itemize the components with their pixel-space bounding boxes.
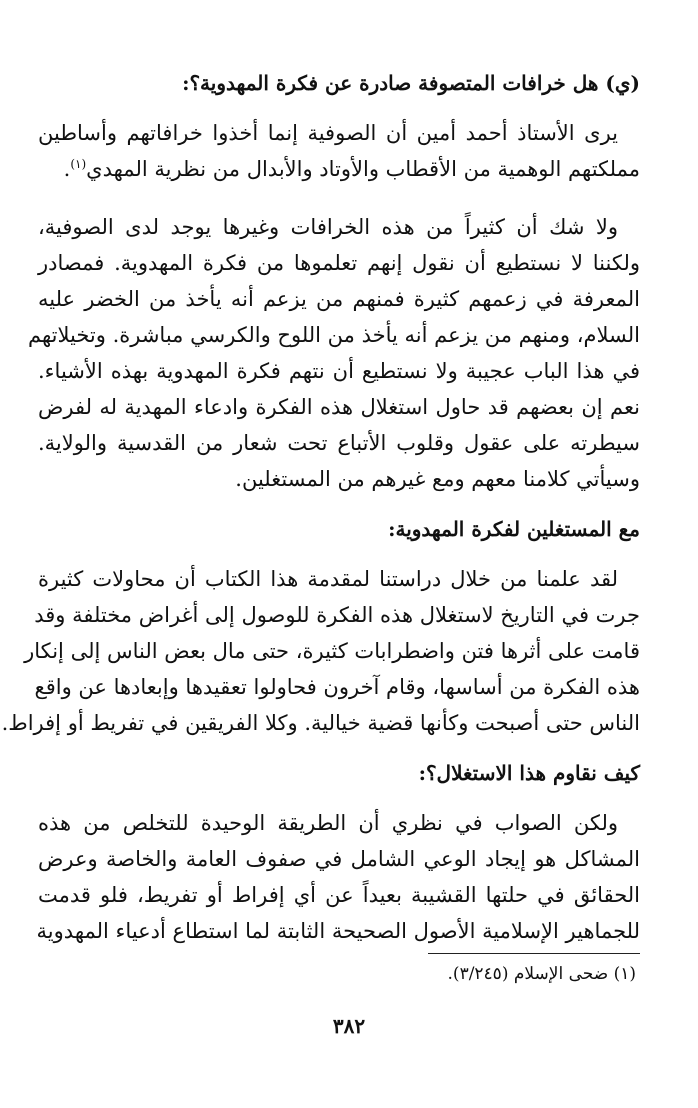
paragraph-1: [38, 115, 640, 187]
text-line: قامت على أثرها فتن واضطرابات كثيرة، حتى مال بعض الناس إلى إنكار: [24, 639, 640, 663]
paragraph-3: [1, 561, 640, 741]
text-line: ولكننا لا نستطيع أن نقول إنهم تعلموها من فكرة المهدوية. فمصادر: [38, 251, 640, 275]
text-line: سيطرته على عقول وقلوب الأتباع تحت شعار من القدسية والولاية.: [38, 431, 640, 455]
text-line: وسيأتي كلامنا معهم ومع غيرهم من المستغلين.: [235, 467, 640, 491]
text-line: نعم إن بعضهم قد حاول استغلال هذه الفكرة وادعاء المهدية له لفرض: [38, 395, 640, 419]
text-line: هذه الفكرة من أساسها، وقام آخرون فحاولوا تعقيدها وإبعادها عن واقع: [34, 675, 640, 699]
text-line: [38, 151, 640, 187]
text-line: السلام، ومنهم من يزعم أنه يأخذ من اللوح والكرسي مباشرة. وتخيلاتهم: [27, 323, 640, 347]
footnote: (١) ضحى الإسلام (٣/٢٤٥).: [447, 964, 636, 984]
footnote-separator: [428, 953, 640, 954]
paragraph-2: [27, 209, 640, 497]
section-heading-1: (ي) هل خرافات المتصوفة صادرة عن فكرة المهدوية؟:: [182, 71, 640, 95]
text-line: ولا شك أن كثيراً من هذه الخرافات وغيرها يوجد لدى الصوفية،: [38, 215, 618, 239]
text-line-end: .: [63, 157, 71, 181]
text-line: المعرفة في زعمهم كثيرة فمنهم من يزعم أنه يأخذ من الخضر عليه: [38, 287, 640, 311]
text-line: لقد علمنا من خلال دراستنا لمقدمة هذا الكتاب أن محاولات كثيرة: [38, 567, 618, 591]
paragraph-4: [38, 805, 640, 949]
text-line: المشاكل هو إيجاد الوعي الشامل في صفوف العامة والخاصة وعرض: [38, 847, 640, 871]
text-line: للجماهير الإسلامية الأصول الصحيحة الثابتة لما استطاع أدعياء المهدوية: [36, 919, 640, 943]
page-number: ٣٨٢: [332, 1014, 366, 1038]
text-line-content: مملكتهم الوهمية من الأقطاب والأوتاد والأبدال من نظرية المهدي: [86, 157, 640, 181]
text-line: في هذا الباب عجيبة ولا نستطيع أن نتهم فكرة المهدوية بهذه الأشياء.: [38, 359, 640, 383]
section-heading-2: مع المستغلين لفكرة المهدوية:: [388, 517, 640, 541]
text-line: ولكن الصواب في نظري أن الطريقة الوحيدة للتخلص من هذه: [38, 811, 618, 835]
text-line: الناس حتى أصبحت وكأنها قضية خيالية. وكلا الفريقين في تفريط أو إفراط.: [1, 711, 640, 735]
text-line: جرت في التاريخ لاستغلال هذه الفكرة للوصول إلى أغراض مختلفة وقد: [34, 603, 640, 627]
footnote-reference: (١): [70, 157, 87, 171]
text-line: يرى الأستاذ أحمد أمين أن الصوفية إنما أخذوا خرافاتهم وأساطين: [38, 121, 618, 145]
section-heading-3: كيف نقاوم هذا الاستغلال؟:: [418, 761, 640, 785]
text-line: الحقائق في حلتها القشيبة بعيداً عن أي إفراط أو تفريط، فلو قدمت: [38, 883, 640, 907]
